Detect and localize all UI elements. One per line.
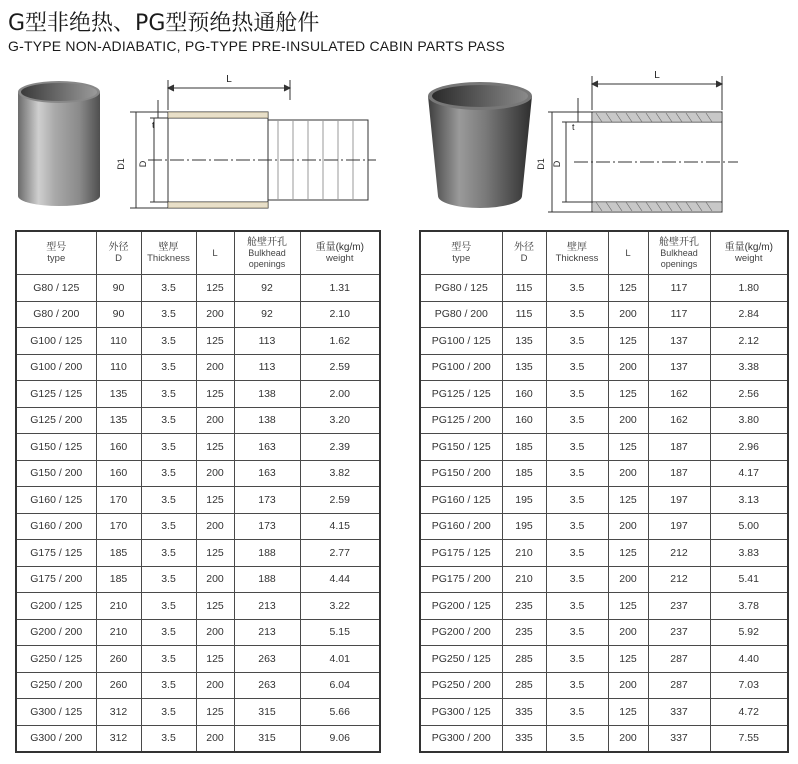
cell-type: G80 / 200: [16, 301, 96, 328]
cell-thickness: 3.5: [546, 725, 608, 752]
cell-outer-diameter: 195: [502, 487, 546, 514]
cell-outer-diameter: 90: [96, 275, 141, 302]
cell-type: G100 / 125: [16, 328, 96, 355]
cell-bulkhead-opening: 113: [234, 328, 300, 355]
cell-type: G125 / 125: [16, 381, 96, 408]
cell-thickness: 3.5: [546, 513, 608, 540]
cell-outer-diameter: 185: [502, 434, 546, 461]
cell-bulkhead-opening: 237: [648, 619, 710, 646]
cell-thickness: 3.5: [546, 646, 608, 673]
cell-weight: 1.62: [300, 328, 380, 355]
cell-outer-diameter: 235: [502, 619, 546, 646]
table-row: [16, 275, 380, 302]
cell-outer-diameter: 115: [502, 275, 546, 302]
table-row: [420, 275, 788, 302]
cell-type: PG100 / 125: [420, 328, 502, 355]
cell-outer-diameter: 185: [96, 540, 141, 567]
g-inner-dia-label: D: [138, 160, 148, 168]
cell-thickness: 3.5: [141, 646, 196, 673]
g-thickness-label: t: [152, 120, 155, 130]
cell-bulkhead-opening: 173: [234, 513, 300, 540]
cell-weight: 5.00: [710, 513, 788, 540]
cell-weight: 2.10: [300, 301, 380, 328]
cell-type: PG80 / 125: [420, 275, 502, 302]
table-row: [420, 487, 788, 514]
cell-type: PG175 / 200: [420, 566, 502, 593]
cell-weight: 5.41: [710, 566, 788, 593]
cell-length: 200: [608, 566, 648, 593]
cell-type: PG125 / 200: [420, 407, 502, 434]
cell-outer-diameter: 260: [96, 672, 141, 699]
table-row: [16, 381, 380, 408]
cell-type: G250 / 125: [16, 646, 96, 673]
cell-type: PG200 / 200: [420, 619, 502, 646]
table-row: [420, 672, 788, 699]
cell-bulkhead-opening: 188: [234, 566, 300, 593]
cell-length: 200: [608, 407, 648, 434]
cell-bulkhead-opening: 162: [648, 381, 710, 408]
table-row: [420, 513, 788, 540]
cell-length: 200: [608, 460, 648, 487]
g-outer-dia-label: D1: [116, 158, 126, 170]
cell-thickness: 3.5: [141, 619, 196, 646]
cell-outer-diameter: 135: [502, 354, 546, 381]
cell-length: 125: [608, 487, 648, 514]
cell-type: PG125 / 125: [420, 381, 502, 408]
col-header-thickness: 壁厚 Thickness: [546, 231, 608, 275]
cell-weight: 3.83: [710, 540, 788, 567]
pg-type-product-photo: [424, 78, 536, 213]
cell-type: PG300 / 125: [420, 699, 502, 726]
cell-length: 125: [608, 646, 648, 673]
table-row: [16, 672, 380, 699]
cell-length: 200: [196, 354, 234, 381]
cell-length: 125: [608, 434, 648, 461]
cell-length: 125: [196, 699, 234, 726]
cell-bulkhead-opening: 173: [234, 487, 300, 514]
table-row: [16, 513, 380, 540]
cell-bulkhead-opening: 187: [648, 460, 710, 487]
table-row: [420, 725, 788, 752]
cell-outer-diameter: 110: [96, 354, 141, 381]
cell-outer-diameter: 210: [96, 619, 141, 646]
cell-bulkhead-opening: 138: [234, 407, 300, 434]
cell-length: 125: [608, 328, 648, 355]
table-row: [420, 381, 788, 408]
cell-type: G150 / 125: [16, 434, 96, 461]
cell-type: G160 / 200: [16, 513, 96, 540]
cell-outer-diameter: 160: [96, 434, 141, 461]
cell-weight: 3.22: [300, 593, 380, 620]
cell-length: 200: [608, 672, 648, 699]
cell-length: 200: [608, 725, 648, 752]
cell-weight: 7.55: [710, 725, 788, 752]
pg-length-label: L: [654, 70, 660, 81]
g-type-spec-table: [15, 230, 381, 753]
table-row: [16, 328, 380, 355]
cell-type: PG80 / 200: [420, 301, 502, 328]
cell-type: G100 / 200: [16, 354, 96, 381]
cell-weight: 2.56: [710, 381, 788, 408]
cell-type: PG300 / 200: [420, 725, 502, 752]
cell-length: 200: [608, 354, 648, 381]
cell-thickness: 3.5: [141, 699, 196, 726]
cell-outer-diameter: 185: [502, 460, 546, 487]
col-header-thickness: 壁厚 Thickness: [141, 231, 196, 275]
cell-weight: 2.39: [300, 434, 380, 461]
cell-thickness: 3.5: [141, 328, 196, 355]
cell-thickness: 3.5: [141, 487, 196, 514]
cell-bulkhead-opening: 212: [648, 540, 710, 567]
cell-type: PG100 / 200: [420, 354, 502, 381]
cell-thickness: 3.5: [141, 460, 196, 487]
cell-weight: 4.44: [300, 566, 380, 593]
cell-thickness: 3.5: [546, 566, 608, 593]
cell-bulkhead-opening: 212: [648, 566, 710, 593]
page-title: G型非绝热、PG型预绝热通舱件: [8, 11, 320, 36]
table-row: [16, 407, 380, 434]
cell-thickness: 3.5: [546, 407, 608, 434]
cell-thickness: 3.5: [141, 275, 196, 302]
cell-type: G150 / 200: [16, 460, 96, 487]
table-row: [16, 619, 380, 646]
cell-length: 125: [608, 699, 648, 726]
col-header-outer-diameter: 外径 D: [96, 231, 141, 275]
col-header-bulkhead-openings: 舱壁开孔 Bulkhead openings: [234, 231, 300, 275]
cell-length: 200: [196, 725, 234, 752]
cell-outer-diameter: 285: [502, 672, 546, 699]
cell-weight: 5.15: [300, 619, 380, 646]
cell-bulkhead-opening: 337: [648, 725, 710, 752]
g-table-body: [16, 275, 380, 753]
cell-bulkhead-opening: 188: [234, 540, 300, 567]
page-subtitle: G-TYPE NON-ADIABATIC, PG-TYPE PRE-INSULATED CABIN PARTS PASS: [8, 38, 505, 54]
cell-outer-diameter: 160: [502, 407, 546, 434]
cell-length: 200: [196, 460, 234, 487]
cell-bulkhead-opening: 138: [234, 381, 300, 408]
cell-weight: 3.78: [710, 593, 788, 620]
cell-thickness: 3.5: [546, 381, 608, 408]
cell-length: 200: [196, 566, 234, 593]
cell-length: 125: [196, 540, 234, 567]
cell-bulkhead-opening: 187: [648, 434, 710, 461]
cell-thickness: 3.5: [141, 540, 196, 567]
cell-thickness: 3.5: [141, 434, 196, 461]
cell-bulkhead-opening: 117: [648, 275, 710, 302]
cell-outer-diameter: 335: [502, 699, 546, 726]
table-row: [16, 593, 380, 620]
cell-weight: 7.03: [710, 672, 788, 699]
cell-bulkhead-opening: 263: [234, 672, 300, 699]
cell-bulkhead-opening: 92: [234, 301, 300, 328]
cell-weight: 2.00: [300, 381, 380, 408]
cell-length: 200: [608, 619, 648, 646]
cell-outer-diameter: 185: [96, 566, 141, 593]
table-row: [420, 593, 788, 620]
cell-length: 125: [608, 275, 648, 302]
cell-length: 125: [196, 328, 234, 355]
cell-weight: 3.13: [710, 487, 788, 514]
cell-bulkhead-opening: 237: [648, 593, 710, 620]
cell-type: G80 / 125: [16, 275, 96, 302]
cell-type: G160 / 125: [16, 487, 96, 514]
cell-thickness: 3.5: [141, 593, 196, 620]
table-row: [16, 301, 380, 328]
cell-weight: 3.82: [300, 460, 380, 487]
cell-outer-diameter: 260: [96, 646, 141, 673]
cell-length: 125: [196, 275, 234, 302]
cell-length: 125: [196, 593, 234, 620]
cell-weight: 4.72: [710, 699, 788, 726]
cell-outer-diameter: 210: [502, 566, 546, 593]
col-header-bulkhead-openings: 舱壁开孔 Bulkhead openings: [648, 231, 710, 275]
cell-type: PG160 / 200: [420, 513, 502, 540]
pg-inner-dia-label: D: [552, 160, 562, 168]
table-row: [16, 646, 380, 673]
cell-length: 125: [608, 540, 648, 567]
cell-thickness: 3.5: [546, 354, 608, 381]
cell-bulkhead-opening: 263: [234, 646, 300, 673]
cell-thickness: 3.5: [141, 381, 196, 408]
table-row: [420, 460, 788, 487]
cell-length: 125: [196, 434, 234, 461]
cell-weight: 1.80: [710, 275, 788, 302]
cell-outer-diameter: 285: [502, 646, 546, 673]
table-row: [16, 540, 380, 567]
col-header-length: L: [608, 231, 648, 275]
cell-length: 200: [608, 301, 648, 328]
cell-length: 125: [196, 381, 234, 408]
cell-type: PG175 / 125: [420, 540, 502, 567]
pg-outer-dia-label: D1: [536, 158, 546, 170]
pg-type-technical-drawing: [538, 66, 788, 220]
cell-type: G250 / 200: [16, 672, 96, 699]
cell-weight: 9.06: [300, 725, 380, 752]
cell-bulkhead-opening: 213: [234, 593, 300, 620]
cell-weight: 6.04: [300, 672, 380, 699]
cell-outer-diameter: 195: [502, 513, 546, 540]
cell-length: 200: [196, 672, 234, 699]
pg-type-spec-table: [419, 230, 789, 753]
cell-length: 200: [608, 513, 648, 540]
cell-type: PG150 / 125: [420, 434, 502, 461]
cell-length: 125: [196, 487, 234, 514]
cell-thickness: 3.5: [546, 460, 608, 487]
cell-thickness: 3.5: [546, 593, 608, 620]
cell-thickness: 3.5: [141, 513, 196, 540]
cell-bulkhead-opening: 113: [234, 354, 300, 381]
table-row: [16, 566, 380, 593]
cell-type: PG250 / 200: [420, 672, 502, 699]
cell-weight: 3.80: [710, 407, 788, 434]
table-row: [420, 407, 788, 434]
cell-outer-diameter: 135: [502, 328, 546, 355]
cell-weight: 2.96: [710, 434, 788, 461]
col-header-type: 型号 type: [420, 231, 502, 275]
cell-bulkhead-opening: 117: [648, 301, 710, 328]
table-row: [16, 460, 380, 487]
cell-outer-diameter: 170: [96, 487, 141, 514]
cell-thickness: 3.5: [141, 672, 196, 699]
cell-outer-diameter: 90: [96, 301, 141, 328]
cell-bulkhead-opening: 163: [234, 460, 300, 487]
table-row: [16, 725, 380, 752]
cell-outer-diameter: 110: [96, 328, 141, 355]
cell-bulkhead-opening: 137: [648, 354, 710, 381]
g-type-product-photo: [16, 78, 102, 208]
table-row: [420, 434, 788, 461]
cell-outer-diameter: 160: [502, 381, 546, 408]
table-row: [16, 434, 380, 461]
col-header-type: 型号 type: [16, 231, 96, 275]
cell-weight: 2.84: [710, 301, 788, 328]
cell-length: 125: [608, 381, 648, 408]
cell-outer-diameter: 210: [96, 593, 141, 620]
col-header-outer-diameter: 外径 D: [502, 231, 546, 275]
cell-weight: 2.77: [300, 540, 380, 567]
cell-length: 125: [608, 593, 648, 620]
cell-weight: 5.66: [300, 699, 380, 726]
cell-type: G200 / 125: [16, 593, 96, 620]
cell-type: PG250 / 125: [420, 646, 502, 673]
table-row: [420, 566, 788, 593]
table-row: [420, 619, 788, 646]
cell-outer-diameter: 160: [96, 460, 141, 487]
cell-outer-diameter: 135: [96, 381, 141, 408]
table-row: [420, 354, 788, 381]
cell-type: G300 / 200: [16, 725, 96, 752]
cell-thickness: 3.5: [546, 434, 608, 461]
cell-bulkhead-opening: 92: [234, 275, 300, 302]
cell-bulkhead-opening: 137: [648, 328, 710, 355]
cell-outer-diameter: 312: [96, 725, 141, 752]
col-header-weight: 重量(kg/m) weight: [710, 231, 788, 275]
cell-type: G200 / 200: [16, 619, 96, 646]
cell-length: 200: [196, 407, 234, 434]
cell-weight: 4.40: [710, 646, 788, 673]
cell-bulkhead-opening: 315: [234, 725, 300, 752]
table-row: [420, 328, 788, 355]
cell-weight: 4.01: [300, 646, 380, 673]
table-row: [420, 646, 788, 673]
col-header-weight: 重量(kg/m) weight: [300, 231, 380, 275]
cell-thickness: 3.5: [546, 619, 608, 646]
cell-bulkhead-opening: 197: [648, 513, 710, 540]
cell-weight: 2.12: [710, 328, 788, 355]
cell-length: 200: [196, 513, 234, 540]
cell-type: PG150 / 200: [420, 460, 502, 487]
cell-outer-diameter: 115: [502, 301, 546, 328]
cell-type: G175 / 200: [16, 566, 96, 593]
g-length-label: L: [226, 74, 232, 85]
cell-weight: 1.31: [300, 275, 380, 302]
cell-type: G175 / 125: [16, 540, 96, 567]
cell-weight: 3.20: [300, 407, 380, 434]
cell-length: 200: [196, 301, 234, 328]
table-row: [16, 354, 380, 381]
cell-thickness: 3.5: [141, 566, 196, 593]
table-row: [420, 301, 788, 328]
table-header-row: [420, 231, 788, 275]
cell-bulkhead-opening: 162: [648, 407, 710, 434]
cell-thickness: 3.5: [141, 407, 196, 434]
cell-outer-diameter: 210: [502, 540, 546, 567]
cell-outer-diameter: 235: [502, 593, 546, 620]
cell-thickness: 3.5: [141, 725, 196, 752]
cell-thickness: 3.5: [546, 540, 608, 567]
cell-weight: 4.17: [710, 460, 788, 487]
cell-thickness: 3.5: [546, 301, 608, 328]
table-header-row: [16, 231, 380, 275]
cell-bulkhead-opening: 337: [648, 699, 710, 726]
cell-length: 200: [196, 619, 234, 646]
cell-type: G125 / 200: [16, 407, 96, 434]
cell-type: G300 / 125: [16, 699, 96, 726]
cell-bulkhead-opening: 163: [234, 434, 300, 461]
g-type-technical-drawing: [108, 70, 380, 220]
cell-weight: 3.38: [710, 354, 788, 381]
cell-outer-diameter: 170: [96, 513, 141, 540]
cell-type: PG160 / 125: [420, 487, 502, 514]
cell-weight: 4.15: [300, 513, 380, 540]
cell-weight: 2.59: [300, 487, 380, 514]
cell-bulkhead-opening: 197: [648, 487, 710, 514]
table-row: [420, 699, 788, 726]
cell-thickness: 3.5: [141, 354, 196, 381]
cell-thickness: 3.5: [546, 275, 608, 302]
cell-weight: 5.92: [710, 619, 788, 646]
cell-length: 125: [196, 646, 234, 673]
cell-thickness: 3.5: [141, 301, 196, 328]
cell-thickness: 3.5: [546, 699, 608, 726]
pg-table-body: [420, 275, 788, 753]
pg-thickness-label: t: [572, 122, 575, 132]
table-row: [16, 487, 380, 514]
cell-outer-diameter: 335: [502, 725, 546, 752]
cell-thickness: 3.5: [546, 672, 608, 699]
cell-outer-diameter: 312: [96, 699, 141, 726]
cell-type: PG200 / 125: [420, 593, 502, 620]
cell-bulkhead-opening: 213: [234, 619, 300, 646]
cell-weight: 2.59: [300, 354, 380, 381]
cell-bulkhead-opening: 315: [234, 699, 300, 726]
col-header-length: L: [196, 231, 234, 275]
cell-outer-diameter: 135: [96, 407, 141, 434]
table-row: [16, 699, 380, 726]
cell-bulkhead-opening: 287: [648, 646, 710, 673]
cell-bulkhead-opening: 287: [648, 672, 710, 699]
cell-thickness: 3.5: [546, 328, 608, 355]
cell-thickness: 3.5: [546, 487, 608, 514]
table-row: [420, 540, 788, 567]
